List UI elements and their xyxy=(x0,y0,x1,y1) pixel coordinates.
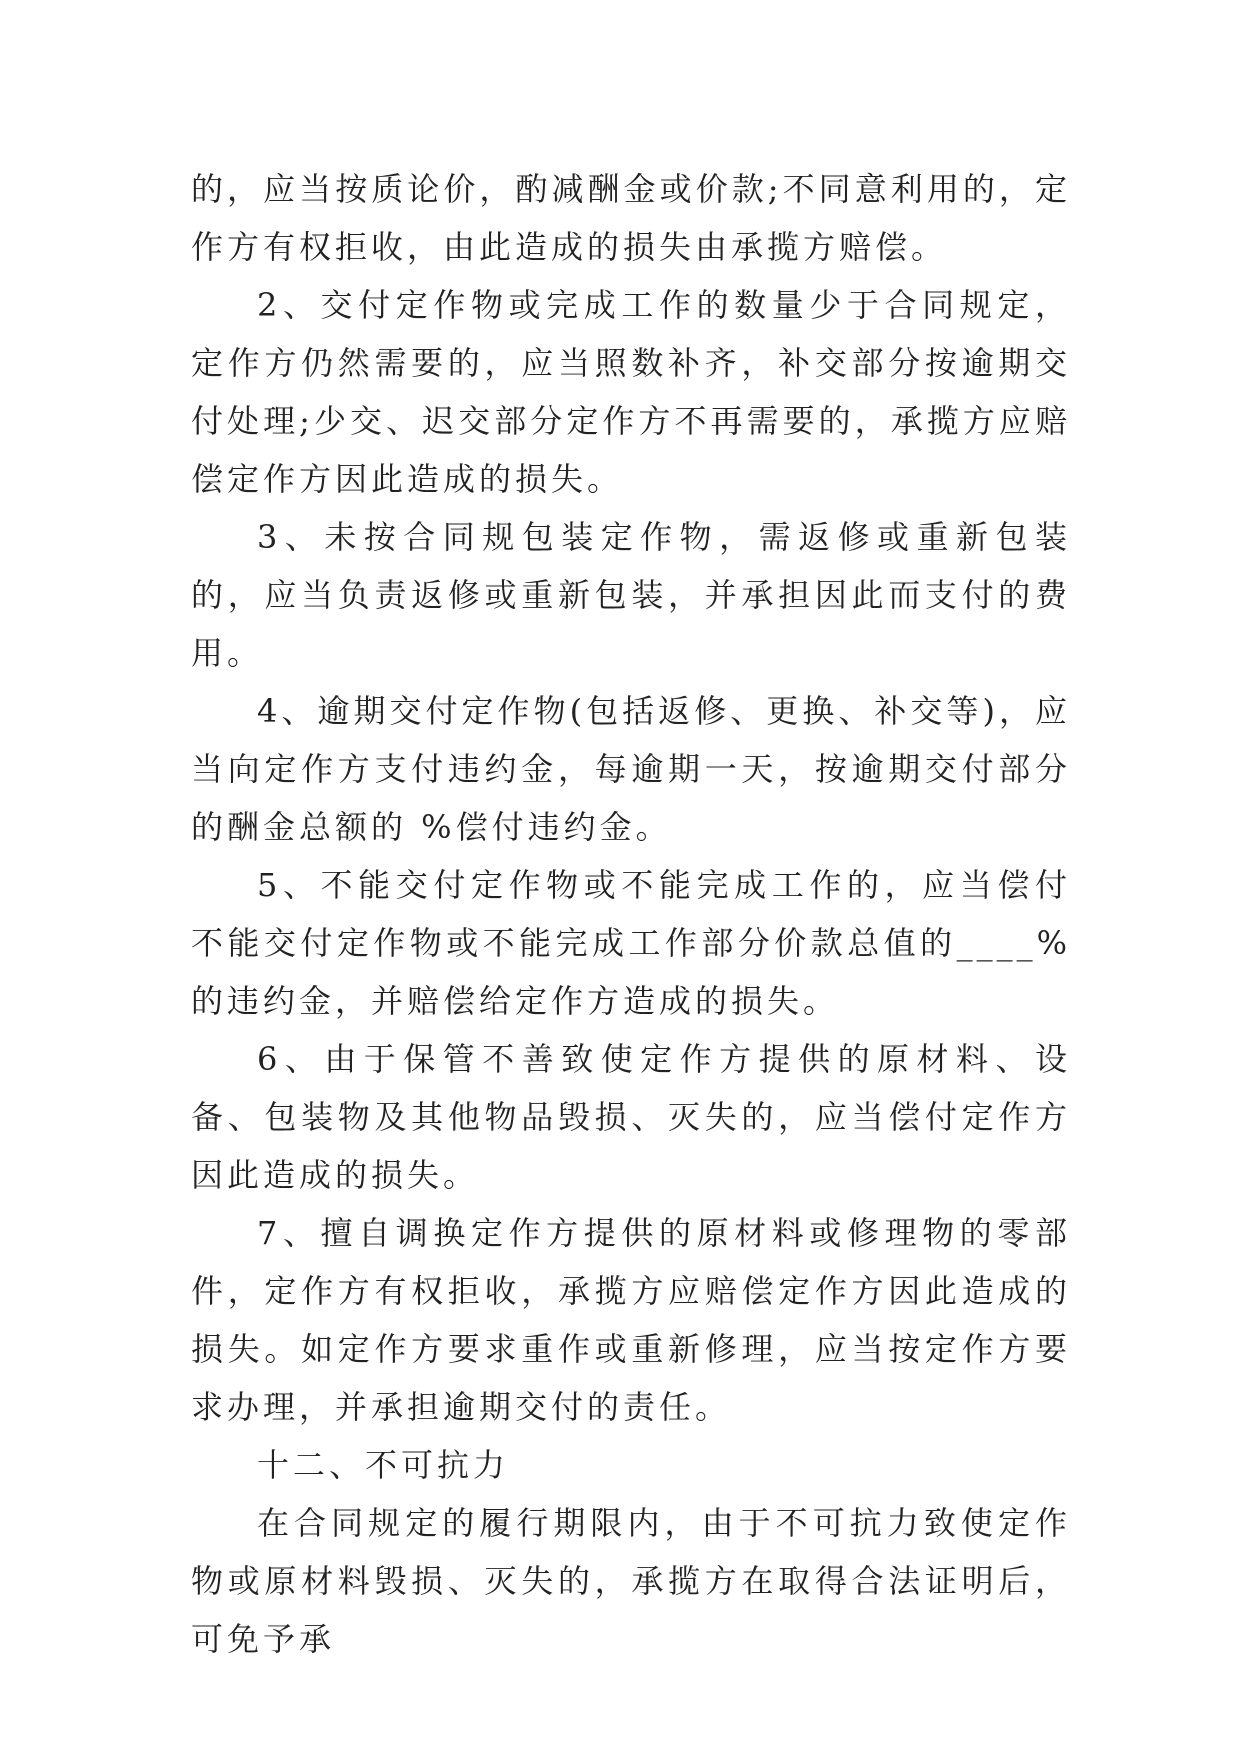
paragraph-clause-4: 4、逾期交付定作物(包括返修、更换、补交等)，应当向定作方支付违约金，每逾期一天，按逾期交付部分的酬金总额的 %偿付违约金。 xyxy=(191,692,1071,846)
paragraph-clause-2: 2、交付定作物或完成工作的数量少于合同规定，定作方仍然需要的，应当照数补齐，补交部分按逾期交付处理;少交、迟交部分定作方不再需要的，承揽方应赔偿定作方因此造成的损失。 xyxy=(191,286,1071,498)
paragraph-clause-5: 5、不能交付定作物或不能完成工作的，应当偿付不能交付定作物或不能完成工作部分价款总值的____%的违约金，并赔偿给定作方造成的损失。 xyxy=(191,866,1071,1020)
paragraph-force-majeure: 在合同规定的履行期限内，由于不可抗力致使定作物或原材料毁损、灭失的，承揽方在取得合法证明后，可免予承 xyxy=(191,1504,1071,1658)
paragraph-clause-7: 7、擅自调换定作方提供的原材料或修理物的零部件，定作方有权拒收，承揽方应赔偿定作方因此造成的损失。如定作方要求重作或重新修理，应当按定作方要求办理，并承担逾期交付的责任。 xyxy=(191,1214,1071,1426)
paragraph-clause-3: 3、未按合同规包装定作物，需返修或重新包装的，应当负责返修或重新包装，并承担因此而支付的费用。 xyxy=(191,518,1071,672)
paragraph-continuation: 的，应当按质论价，酌减酬金或价款;不同意利用的，定作方有权拒收，由此造成的损失由承揽方赔偿。 xyxy=(191,170,1071,266)
document-body xyxy=(191,160,1071,1668)
paragraph-clause-6: 6、由于保管不善致使定作方提供的原材料、设备、包装物及其他物品毁损、灭失的，应当偿付定作方因此造成的损失。 xyxy=(191,1040,1071,1194)
section-heading-force-majeure: 十二、不可抗力 xyxy=(257,1446,510,1484)
